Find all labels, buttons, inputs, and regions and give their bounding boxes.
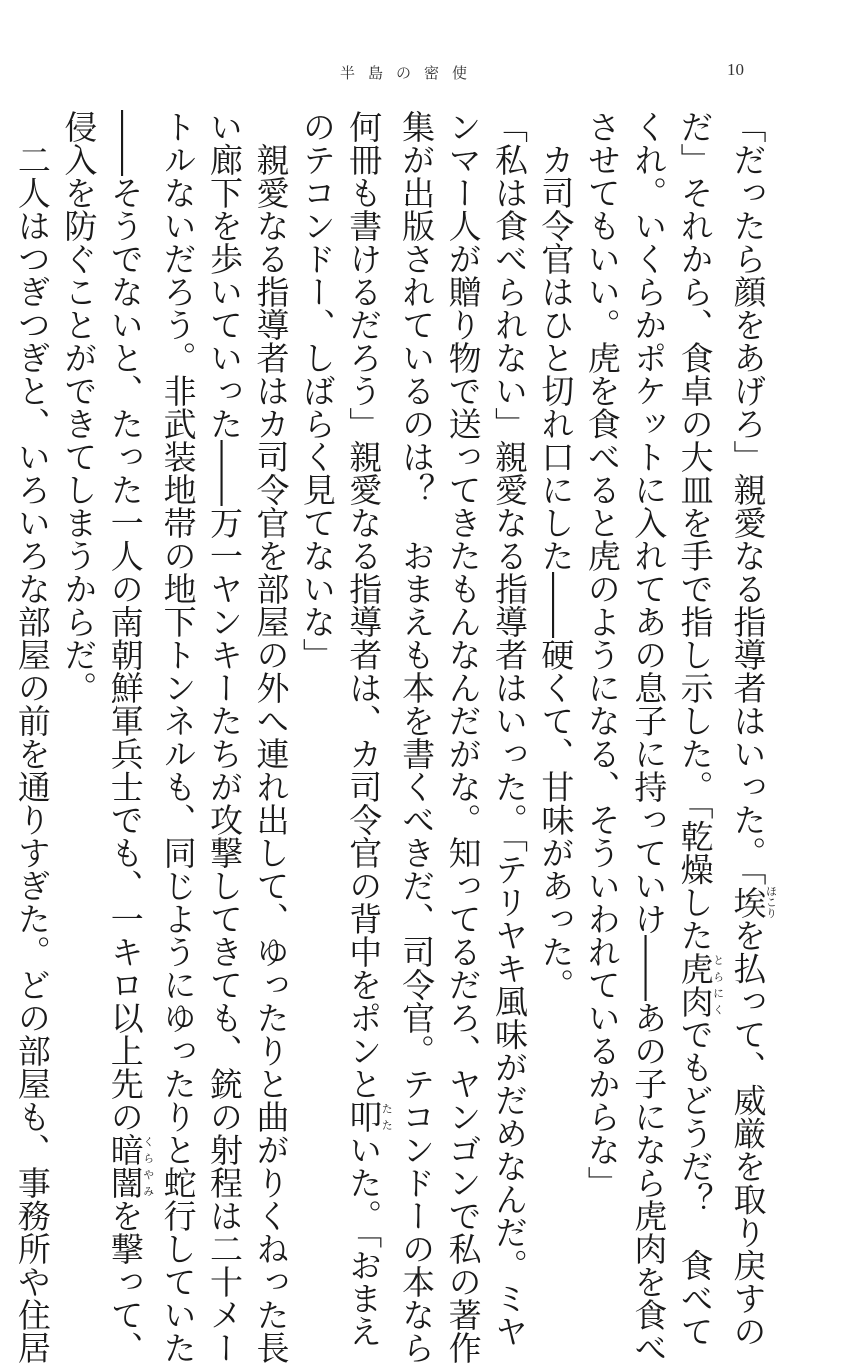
text-column: だ」それから、食卓の大皿を手で指し示した。「乾燥した虎肉とらにくでもどうだ？ 食べて xyxy=(675,110,725,1348)
text-column: ――そうでないと、たった一人の南朝鮮軍兵士でも、一キロ以上先の暗闇くらやみを撃って、 xyxy=(105,110,155,1364)
page-header xyxy=(0,58,841,88)
running-title: 半島の密使 xyxy=(340,64,481,82)
text-column: 集が出版されているのは？ おまえも本を書くべきだ、司令官。テコンドーの本なら xyxy=(397,110,437,1364)
text-column: ンマー人が贈り物で送ってきたもんなんだがな。知ってるだろ、ヤンゴンで私の著作 xyxy=(443,110,483,1364)
text-column: トルないだろう。非武装地帯の地下トンネルも、同じようにゆったりと蛇行していた xyxy=(158,110,198,1364)
text-column: 「だったら顔をあげろ」親愛なる指導者はいった。「埃ほこりを払って、威厳を取り戻すの xyxy=(728,110,778,1348)
text-column: 何冊も書けるだろう」親愛なる指導者は、カ司令官の背中をポンと叩たたいた。「おまえ xyxy=(344,110,394,1348)
text-column: 「私は食べられない」親愛なる指導者はいった。「テリヤキ風味がだめなんだ。ミヤ xyxy=(489,110,529,1348)
text-column: 侵入を防ぐことができてしまうからだ。 xyxy=(59,110,99,704)
text-column: 二人はつぎつぎと、いろいろな部屋の前を通りすぎた。どの部屋も、事務所や住居 xyxy=(12,110,52,1364)
text-column: カ司令官はひと切れ口にした――硬くて、甘味があった。 xyxy=(536,110,576,1001)
text-column: させてもいい。虎を食べると虎のようになる、そういわれているからな」 xyxy=(582,110,622,1199)
text-column: 親愛なる指導者はカ司令官を部屋の外へ連れ出して、ゆったりと曲がりくねった長 xyxy=(251,110,291,1364)
text-column: い廊下を歩いていった――万一ヤンキーたちが攻撃してきても、銃の射程は二十メー xyxy=(205,110,245,1364)
text-column: のテコンドー、しばらく見てないな」 xyxy=(297,110,337,671)
text-column: くれ。いくらかポケットに入れてあの息子に持っていけ――あの子になら虎肉を食べ xyxy=(629,110,669,1364)
vertical-body-text xyxy=(9,110,778,1364)
page-number: 10 xyxy=(727,60,744,79)
